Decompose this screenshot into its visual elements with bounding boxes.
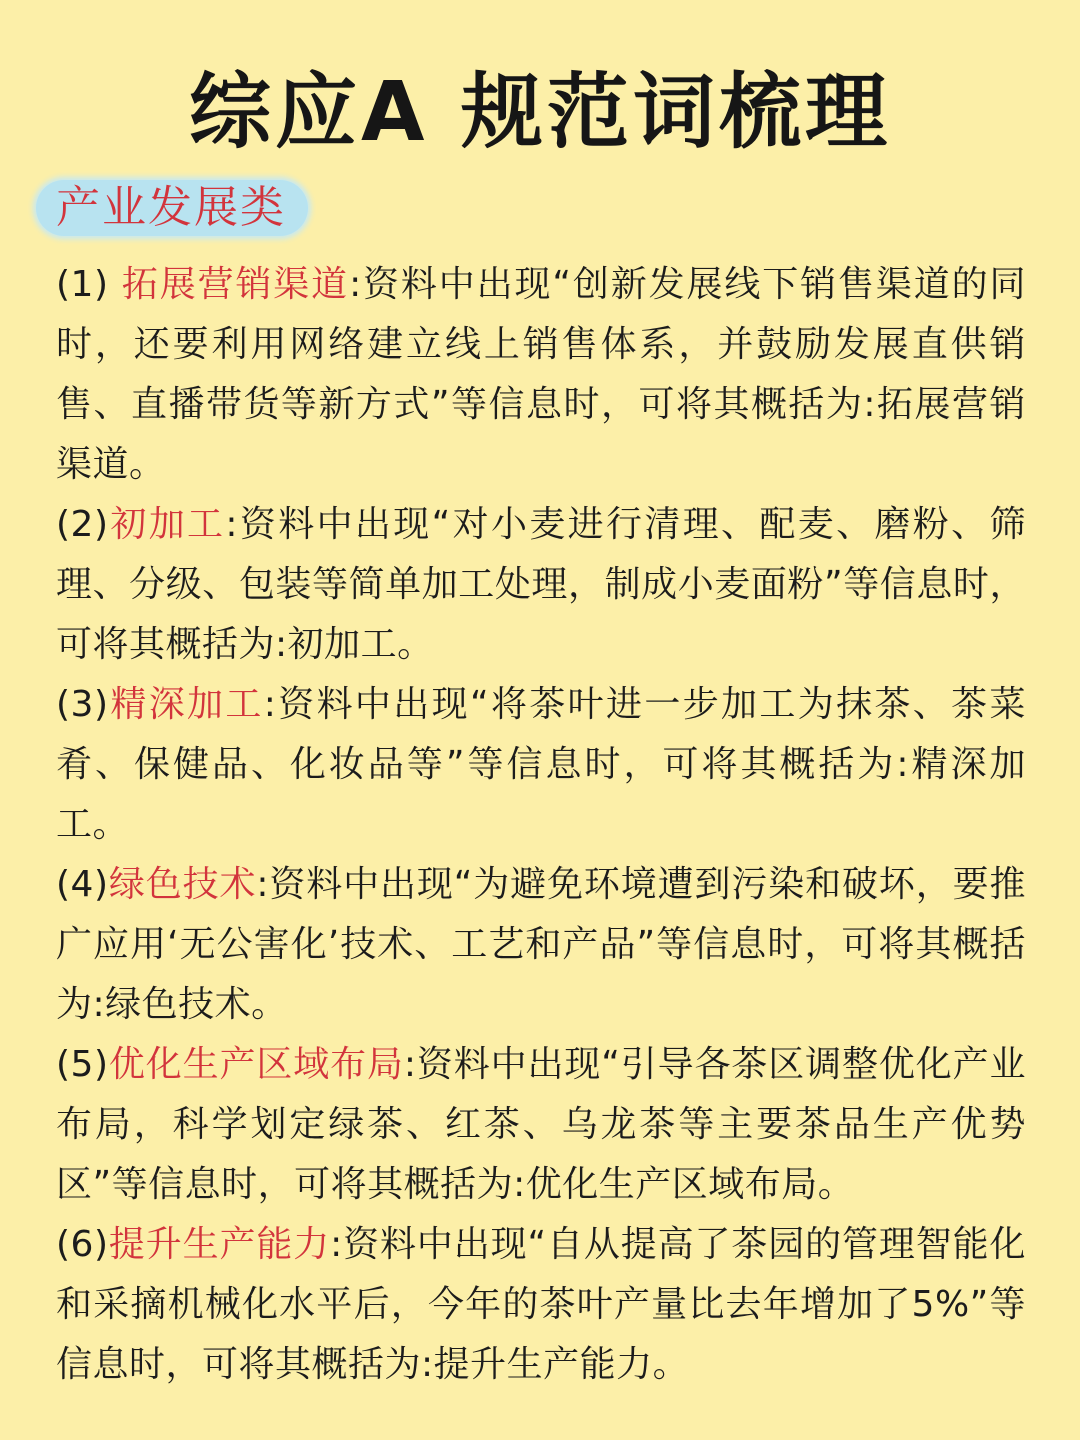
entry-number: (6) bbox=[56, 1224, 109, 1265]
entry-3 bbox=[56, 675, 1026, 855]
entry-description: :资料中出现“创新发展线下销售渠道的同时，还要利用网络建立线上销售体系，并鼓励发展直供销售、直播带货等新方式”等信息时，可将其概括为:拓展营销渠道。 bbox=[56, 264, 1027, 485]
entry-number: (4) bbox=[56, 864, 109, 905]
entry-number: (3) bbox=[56, 684, 109, 725]
entry-term: 优化生产区域布局 bbox=[108, 1044, 404, 1085]
entry-description: :资料中出现“引导各茶区调整优化产业布局，科学划定绿茶、红茶、乌龙茶等主要茶品生产优势区”等信息时，可将其概括为:优化生产区域布局。 bbox=[56, 1044, 1026, 1205]
entry-4 bbox=[56, 855, 1026, 1035]
entry-term: 提升生产能力 bbox=[108, 1224, 331, 1265]
entry-1 bbox=[56, 255, 1026, 495]
entry-number: (2) bbox=[56, 504, 109, 545]
entry-5 bbox=[56, 1035, 1026, 1215]
entry-term: 绿色技术 bbox=[108, 864, 257, 905]
section-tag-label: 产业发展类 bbox=[56, 182, 286, 233]
entry-term: 精深加工 bbox=[108, 684, 264, 725]
page-title: 综应A 规范词梳理 bbox=[188, 65, 891, 160]
entry-term: 初加工 bbox=[108, 504, 226, 545]
entry-number: (1) bbox=[56, 264, 109, 305]
entry-description: :资料中出现“对小麦进行清理、配麦、磨粉、筛理、分级、包装等简单加工处理，制成小麦面粉”等信息时，可将其概括为:初加工。 bbox=[56, 504, 1026, 665]
entry-description: :资料中出现“为避免环境遭到污染和破坏，要推广应用‘无公害化’技术、工艺和产品”等信息时，可将其概括为:绿色技术。 bbox=[56, 864, 1026, 1025]
entry-list bbox=[56, 255, 1026, 1395]
entry-6 bbox=[56, 1215, 1026, 1395]
entry-number: (5) bbox=[56, 1044, 109, 1085]
entry-description: :资料中出现“自从提高了茶园的管理智能化和采摘机械化水平后，今年的茶叶产量比去年增加了5%”等信息时，可将其概括为:提升生产能力。 bbox=[56, 1224, 1026, 1385]
entry-2 bbox=[56, 495, 1026, 675]
section-tag bbox=[36, 180, 308, 236]
entry-description: :资料中出现“将茶叶进一步加工为抹茶、茶菜肴、保健品、化妆品等”等信息时，可将其概括为:精深加工。 bbox=[56, 684, 1026, 845]
entry-term: 拓展营销渠道 bbox=[121, 264, 350, 305]
